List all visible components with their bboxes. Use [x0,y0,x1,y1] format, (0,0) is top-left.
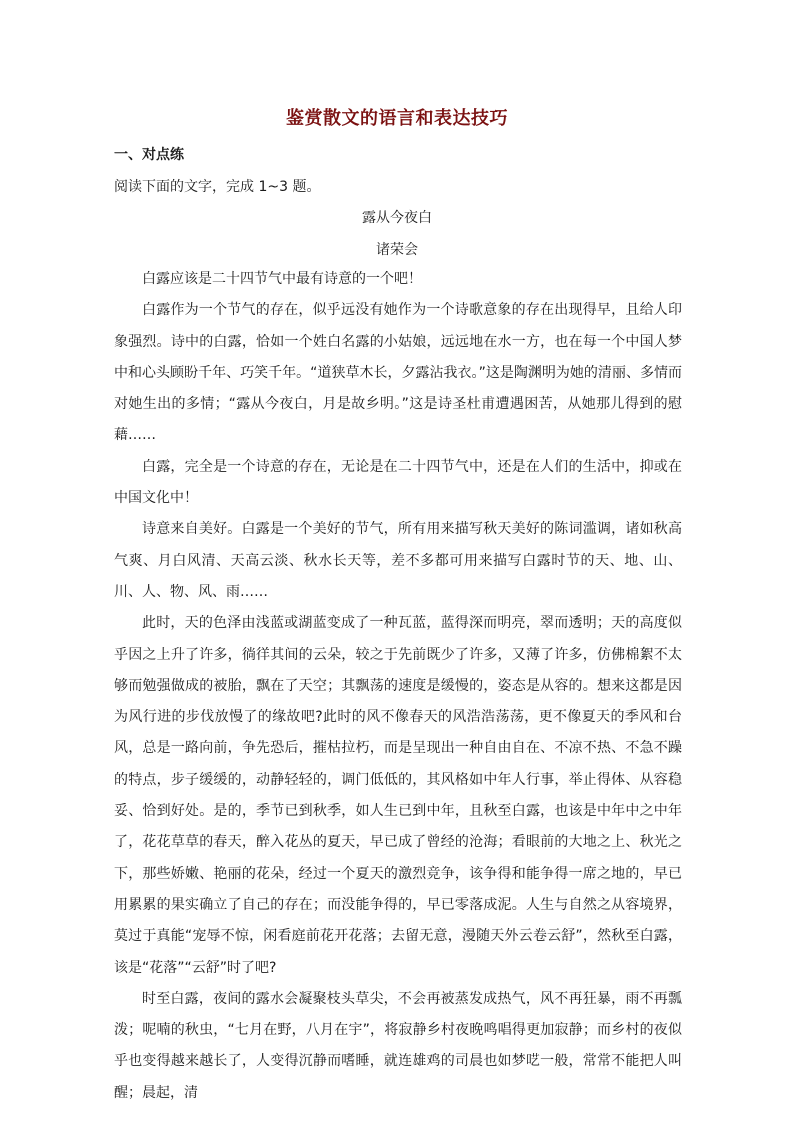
paragraph: 白露应该是二十四节气中最有诗意的一个吧！ [142,271,422,287]
document-title: 鉴赏散文的语言和表达技巧 [286,108,508,129]
essay-body [114,264,682,1109]
paragraph: 时至白露，夜间的露水会凝聚枝头草尖，不会再被蒸发成热气，风不再狂暴，雨不再瓢泼；呢喃的秋虫，“七月在野，八月在宇”，将寂静乡村夜晚鸣唱得更加寂静；而乡村的夜似乎也变得越来越长了，人变得沉静而嗜睡，就连雄鸡的司晨也如梦呓一般，常常不能把人叫醒；晨起，清 [114,990,682,1101]
paragraph: 白露，完全是一个诗意的存在，无论是在二十四节气中，还是在人们的生活中，抑或在中国文化中！ [114,458,682,507]
essay-author: 诸荣会 [376,242,418,258]
paragraph: 白露作为一个节气的存在，似乎远没有她作为一个诗歌意象的存在出现得早，且给人印象强烈。诗中的白露，恰如一个姓白名露的小姑娘，远远地在水一方，也在每一个中国人梦中和心头顾盼千年、巧笑千年。“道狭草木长，夕露沾我衣。”这是陶渊明为她的清丽、多情而对她生出的多情；“露从今夜白，月是故乡明。”这是诗圣杜甫遭遇困苦，从她那儿得到的慰藉…… [114,302,682,444]
essay-title: 露从今夜白 [362,210,432,226]
paragraph: 诗意来自美好。白露是一个美好的节气，所有用来描写秋天美好的陈词滥调，诸如秋高气爽、月白风清、天高云淡、秋水长天等，差不多都可用来描写白露时节的天、地、山、川、人、物、风、雨…… [114,521,682,600]
paragraph: 此时，天的色泽由浅蓝或湖蓝变成了一种瓦蓝，蓝得深而明亮，翠而透明；天的高度似乎因之上升了许多，徜徉其间的云朵，较之于先前既少了许多，又薄了许多，仿佛棉絮不太够而勉强做成的被胎，飘在了天空；其飘荡的速度是缓慢的，姿态是从容的。想来这都是因为风行进的步伐放慢了的缘故吧?此时的风不像春天的风浩浩荡荡，更不像夏天的季风和台风，总是一路向前，争先恐后，摧枯拉朽，而是呈现出一种自由自在、不凉不热、不急不躁的特点，步子缓缓的，动静轻轻的，调门低低的，其风格如中年人行事，举止得体、从容稳妥、恰到好处。是的，季节已到秋季，如人生已到中年，且秋至白露，也该是中年中之中年了，花花草草的春天，醉入花丛的夏天，早已成了曾经的沧海；看眼前的大地之上、秋光之下，那些娇嫩、艳丽的花朵，经过一个夏天的激烈竞争，该争得和能争得一席之地的，早已用累累的果实确立了自己的存在；而没能争得的，早已零落成泥。人生与自然之从容境界，莫过于真能“宠辱不惊，闲看庭前花开花落；去留无意，漫随天外云卷云舒”，然秋至白露，该是“花落”“云舒”时了吧? [114,615,682,976]
reading-instruction: 阅读下面的文字，完成 1~3 题。 [114,179,321,195]
section-heading: 一、对点练 [114,147,184,163]
